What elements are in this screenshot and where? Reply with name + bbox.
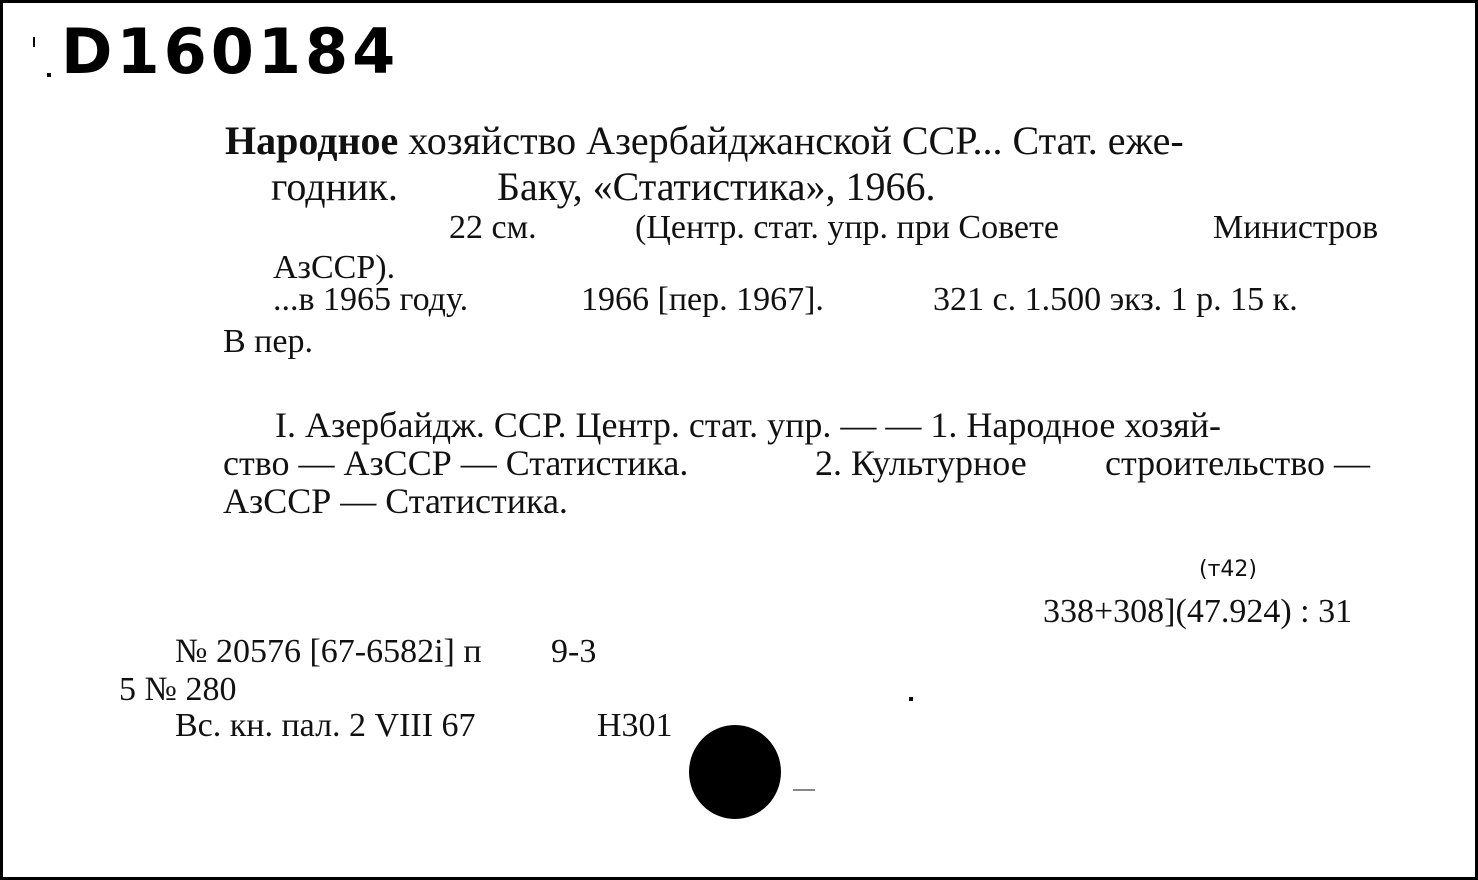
issuing-body-end: Министров [1213,209,1379,246]
title-line-1 [225,118,1184,163]
title-bold-word: Народное [225,118,399,163]
tracing-line-2-start: ство — АзССР — Статистика. [223,443,689,483]
call-number-stamp: D160184 [61,15,400,88]
tracing-line-2-end: строительство — [1105,443,1370,483]
binding-note: В пер. [223,323,313,360]
handwritten-note: (т42) [1199,557,1257,582]
title-line-1-rest: хозяйство Азербайджанской ССР... Стат. еже- [398,118,1184,163]
scan-speck [793,789,815,791]
volume-pages-price: 321 с. 1.500 экз. 1 р. 15 к. [933,281,1298,318]
chamber-registration: Вс. кн. пал. 2 VIII 67 [175,707,476,744]
copy-number: 5 № 280 [119,671,237,708]
tracing-line-2-mid: 2. Культурное [815,443,1027,483]
tracing-line-1: I. Азербайдж. ССР. Центр. стат. упр. — — 1. Народное хозяй- [275,405,1221,445]
issuing-body: (Центр. стат. упр. при Совете [635,209,1059,246]
volume-title: ...в 1965 году. [273,281,469,318]
volume-year: 1966 [пер. 1967]. [581,281,824,318]
title-line-2-publisher: Баку, «Статистика», 1966. [497,164,936,209]
scan-speck [909,697,913,701]
issuing-body-org: АзССР). [273,249,396,286]
scan-speck [47,73,51,77]
classification-index: 338+308](47.924) : 31 [1043,593,1353,630]
order-number: № 20576 [67-6582і] п [175,633,482,670]
tracing-line-3: АзССР — Статистика. [223,481,568,521]
scan-speck [33,37,35,47]
size-note: 22 см. [449,209,537,246]
filing-hole [689,725,781,819]
chamber-code: Н301 [597,707,673,744]
order-code: 9-3 [551,633,597,670]
title-line-2-start: годник. [271,164,398,209]
